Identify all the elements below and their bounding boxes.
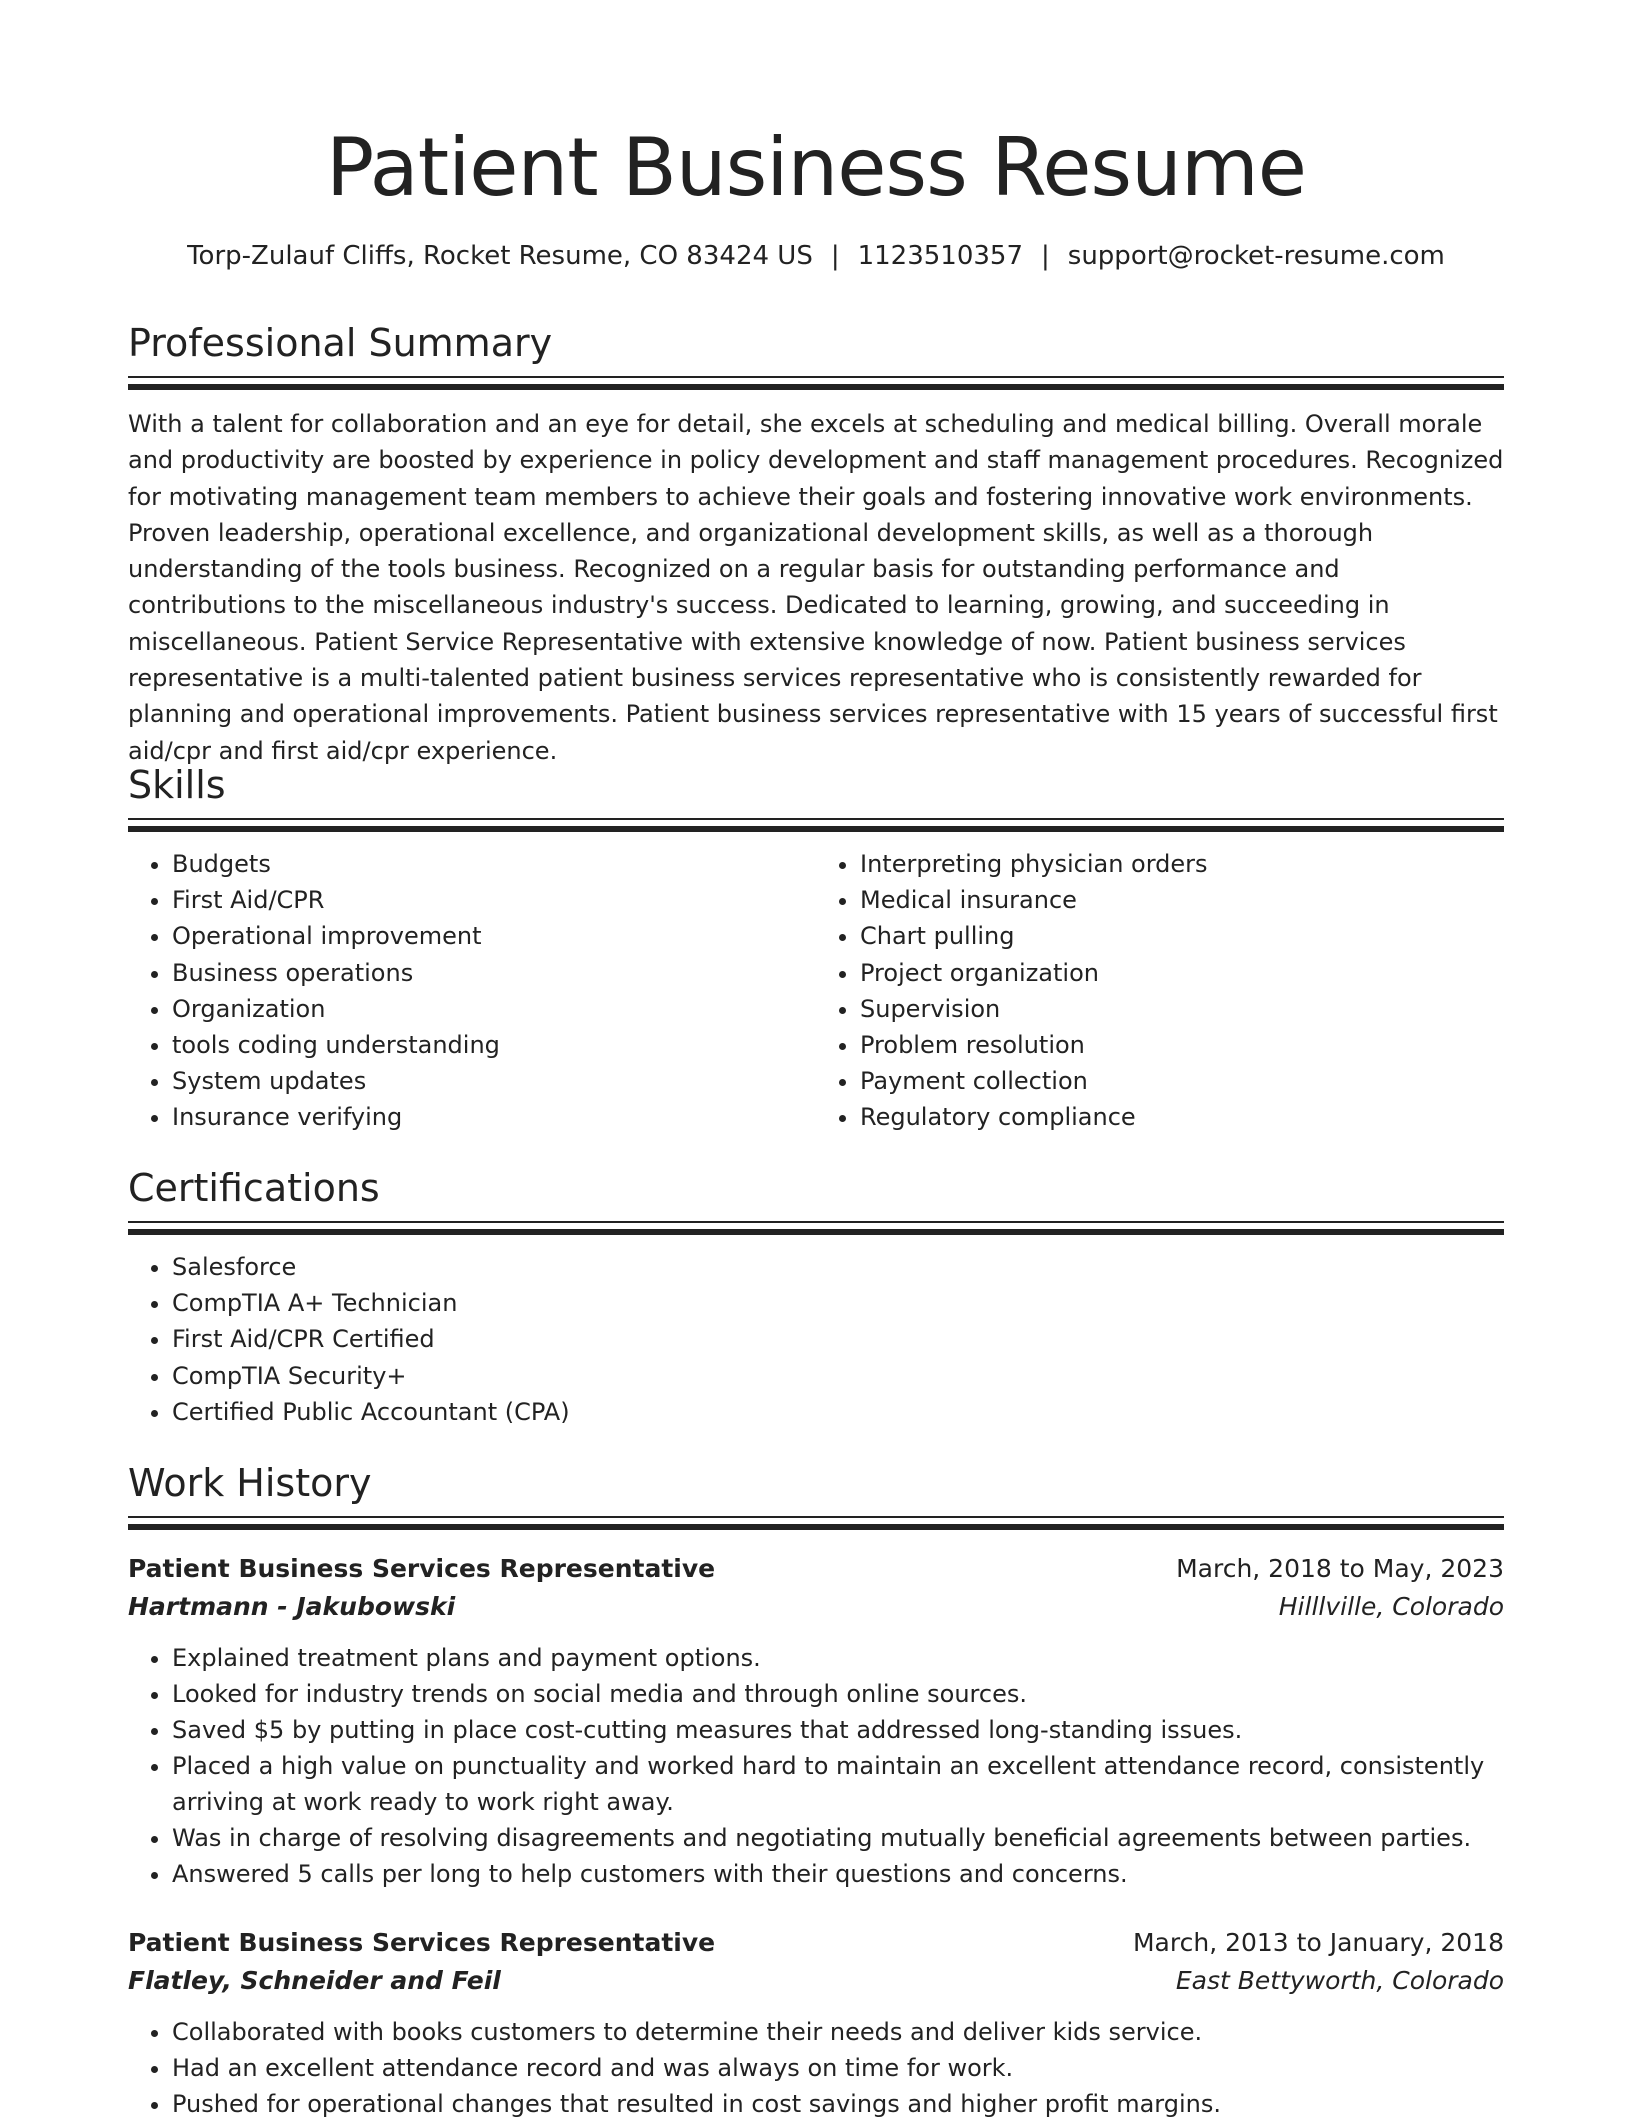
skill-item: • System updates: [172, 1063, 816, 1099]
job-location: East Bettyworth, Colorado: [1175, 1966, 1504, 1995]
contact-address: Torp-Zulauf Cliffs, Rocket Resume, CO 83424 US: [187, 241, 813, 271]
summary-text: With a talent for collaboration and an eye for detail, she excels at scheduling and medical billing. Overall morale and productivity are boosted by experience in policy development and staff management procedures. Recognized for motivating management team members to achieve their goals and fostering innovative work environments. Proven leadership, operational excellence, and organizational development skills, as well as a thorough understanding of the tools business. Recognized on a regular basis for outstanding performance and contributions to the miscellaneous industry's success. Dedicated to learning, growing, and succeeding in miscellaneous. Patient Service Representative with extensive knowledge of now. Patient business services representative is a multi-talented patient business services representative who is consistently rewarded for planning and operational improvements. Patient business services representative with 15 years of successful first aid/cpr and first aid/cpr experience.: [128, 410, 1504, 765]
skill-item: • Payment collection: [860, 1063, 1504, 1099]
skills-columns: [128, 832, 1504, 1136]
skill-item: • Insurance verifying: [172, 1099, 816, 1135]
skills-list-left: [128, 846, 816, 1136]
job-company: Flatley, Schneider and Feil: [128, 1966, 501, 1995]
skill-item: • Chart pulling: [860, 918, 1504, 954]
certifications-heading: Certifications: [128, 1166, 380, 1210]
certification-item: • CompTIA Security+: [172, 1358, 1504, 1394]
section-divider: [128, 1221, 1504, 1235]
skill-item: • First Aid/CPR: [172, 882, 816, 918]
summary-section: [128, 320, 1504, 769]
work-history-section: [128, 1460, 1504, 2122]
job-bullet: • Answered 5 calls per long to help customers with their questions and concerns.: [172, 1856, 1504, 1892]
job-bullet: • Pushed for operational changes that resulted in cost savings and higher profit margins.: [172, 2086, 1504, 2122]
skill-item: • Problem resolution: [860, 1027, 1504, 1063]
skill-item: • Medical insurance: [860, 882, 1504, 918]
job-subheader: [128, 1962, 1504, 2000]
job-bullet: • Collaborated with books customers to determine their needs and deliver kids service.: [172, 2014, 1504, 2050]
skill-item: • tools coding understanding: [172, 1027, 816, 1063]
skill-item: • Interpreting physician orders: [860, 846, 1504, 882]
job-bullet: • Looked for industry trends on social media and through online sources.: [172, 1676, 1504, 1712]
job-bullet: • Was in charge of resolving disagreements and negotiating mutually beneficial agreements between parties.: [172, 1820, 1504, 1856]
job-header: [128, 1550, 1504, 1588]
skills-heading: Skills: [128, 763, 226, 807]
certification-item: • CompTIA A+ Technician: [172, 1285, 1504, 1321]
job-dates: March, 2013 to January, 2018: [1132, 1928, 1504, 1957]
skill-item: • Project organization: [860, 955, 1504, 991]
contact-separator: |: [830, 241, 840, 271]
contact-separator: |: [1041, 241, 1050, 271]
job-location: Hilllville, Colorado: [1278, 1592, 1504, 1621]
job-title: Patient Business Services Representative: [128, 1554, 716, 1583]
certification-item: • Certified Public Accountant (CPA): [172, 1394, 1504, 1430]
work-history-heading: Work History: [128, 1461, 372, 1505]
certifications-list: [128, 1249, 1504, 1430]
skill-item: • Operational improvement: [172, 918, 816, 954]
section-divider: [128, 376, 1504, 390]
job-bullets: [128, 2014, 1504, 2122]
skill-item: • Business operations: [172, 955, 816, 991]
skills-section: [128, 762, 1504, 1136]
job-entry: [128, 1924, 1504, 2122]
section-divider: [128, 818, 1504, 832]
job-bullet: • Placed a high value on punctuality and worked hard to maintain an excellent attendance record, consistently arriving at work ready to work right away.: [172, 1748, 1504, 1820]
job-bullets: [128, 1640, 1504, 1892]
skill-item: • Organization: [172, 991, 816, 1027]
contact-email[interactable]: support@rocket-resume.com: [1067, 241, 1445, 271]
contact-phone: 1123510357: [857, 241, 1024, 271]
skills-list-right: [816, 846, 1504, 1136]
summary-heading: Professional Summary: [128, 321, 553, 365]
job-subheader: [128, 1588, 1504, 1626]
job-bullet: • Explained treatment plans and payment options.: [172, 1640, 1504, 1676]
job-dates: March, 2018 to May, 2023: [1176, 1554, 1504, 1583]
certification-item: • First Aid/CPR Certified: [172, 1321, 1504, 1357]
contact-line: [0, 238, 1632, 274]
certification-item: • Salesforce: [172, 1249, 1504, 1285]
skill-item: • Regulatory compliance: [860, 1099, 1504, 1135]
section-divider: [128, 1516, 1504, 1530]
job-bullet: • Saved $5 by putting in place cost-cutting measures that addressed long-standing issues.: [172, 1712, 1504, 1748]
job-bullet: • Had an excellent attendance record and was always on time for work.: [172, 2050, 1504, 2086]
job-header: [128, 1924, 1504, 1962]
job-entry: [128, 1550, 1504, 1892]
job-title: Patient Business Services Representative: [128, 1928, 716, 1957]
job-company: Hartmann - Jakubowski: [128, 1592, 456, 1621]
skill-item: • Supervision: [860, 991, 1504, 1027]
skill-item: • Budgets: [172, 846, 816, 882]
resume-title: Patient Business Resume: [326, 121, 1306, 214]
certifications-section: [128, 1165, 1504, 1430]
